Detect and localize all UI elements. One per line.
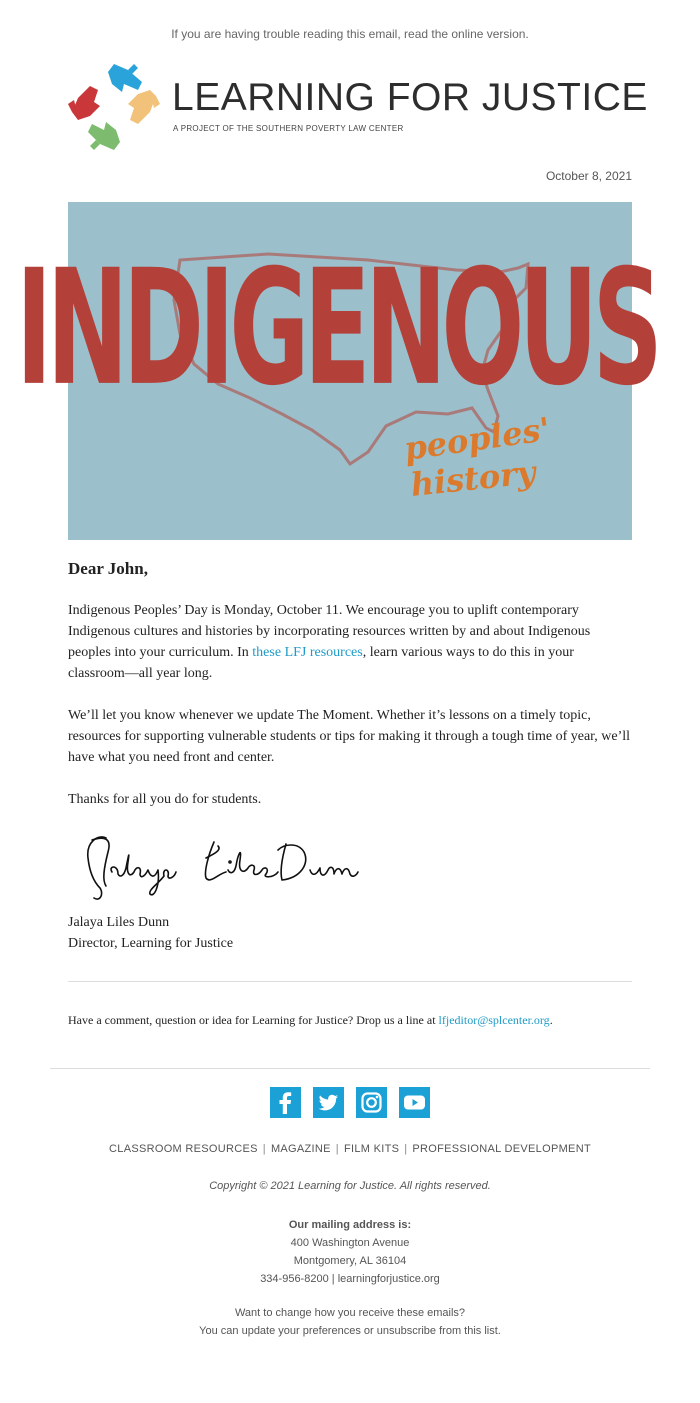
signer-title: Director, Learning for Justice: [68, 936, 234, 951]
indigenous-map-illustration: [15, 202, 658, 540]
hero-image[interactable]: [15, 202, 658, 540]
feedback-text: Have a comment, question or idea for Learning for Justice? Drop us a line at: [68, 1013, 439, 1027]
instagram-icon[interactable]: [356, 1087, 387, 1118]
facebook-icon[interactable]: [270, 1087, 301, 1118]
footer-divider: [50, 1068, 650, 1069]
address-line-1: 400 Washington Avenue: [290, 1237, 410, 1249]
twitter-icon[interactable]: [313, 1087, 344, 1118]
contact-separator: |: [331, 1273, 335, 1285]
signature-image: [78, 828, 368, 908]
email-date: October 8, 2021: [545, 169, 632, 183]
update-preferences-link[interactable]: update your preferences: [241, 1325, 361, 1337]
prefs-question: Want to change how you receive these emails?: [234, 1307, 466, 1319]
paragraph-1-text-end: , learn various ways to do this in your classroom—all year long.: [68, 645, 574, 681]
footer-link-film-kits[interactable]: FILM KITS: [343, 1143, 400, 1155]
email-preferences: [0, 1304, 700, 1340]
address-line-2: Montgomery, AL 36104: [293, 1255, 407, 1267]
hero-subtitle-line2: history: [408, 453, 538, 504]
contact-line: [0, 1270, 700, 1288]
phone-number: 334-956-8200: [260, 1273, 329, 1285]
prefs-text-or: or: [360, 1325, 377, 1337]
mailing-address: [0, 1216, 700, 1288]
hero-title-text: INDIGENOUS: [15, 235, 658, 422]
footer-separator: |: [335, 1143, 339, 1155]
divider: [68, 981, 632, 982]
feedback-line: [68, 1013, 634, 1028]
preheader[interactable]: [0, 27, 700, 41]
prefs-options: [0, 1322, 700, 1340]
paragraph-3: Thanks for all you do for students.: [68, 792, 262, 807]
footer-link-classroom-resources[interactable]: CLASSROOM RESOURCES: [109, 1143, 258, 1155]
social-links: [0, 1087, 700, 1118]
website: learningforjustice.org: [337, 1273, 440, 1285]
editor-email-link[interactable]: lfjeditor@splcenter.org: [438, 1013, 550, 1027]
unsubscribe-link[interactable]: unsubscribe from this list: [376, 1325, 498, 1337]
prefs-text-end: .: [497, 1325, 501, 1337]
hero-subtitle-line1: peoples': [401, 409, 553, 468]
paragraph-2: We’ll let you know whenever we update The Moment. Whether it’s lessons on a timely topic, resources for supporting vulnerable students or tips for making it through a tough time of year, we’ll have what you need front and center.: [68, 708, 631, 765]
online-version-link[interactable]: If you are having trouble reading this email, read the online version.: [171, 27, 529, 41]
footer-nav: [0, 1143, 700, 1155]
footer-separator: |: [404, 1143, 408, 1155]
greeting: Dear John,: [68, 559, 148, 578]
paragraph-1: [68, 600, 634, 684]
feedback-end: .: [549, 1013, 553, 1027]
footer-link-magazine[interactable]: MAGAZINE: [270, 1143, 331, 1155]
signer-block: [68, 912, 233, 954]
youtube-icon[interactable]: [399, 1087, 430, 1118]
paragraph-1-text: Indigenous Peoples’ Day is Monday, October 11. We encourage you to uplift contemporary Indigenous cultures and histories by incorporating resources written by and about Indigenous peoples into your curriculum. In: [68, 603, 591, 660]
lfj-resources-link[interactable]: these LFJ resources: [252, 645, 363, 660]
logo[interactable]: [68, 62, 648, 152]
logo-title: LEARNING FOR JUSTICE: [172, 76, 648, 119]
copyright: Copyright © 2021 Learning for Justice. All rights reserved.: [209, 1180, 491, 1192]
hands-logo-icon: [68, 62, 160, 152]
logo-subtitle: A PROJECT OF THE SOUTHERN POVERTY LAW CENTER: [173, 124, 404, 133]
footer-separator: |: [262, 1143, 266, 1155]
footer-link-professional-development[interactable]: PROFESSIONAL DEVELOPMENT: [412, 1143, 591, 1155]
prefs-text: You can: [199, 1325, 242, 1337]
signer-name: Jalaya Liles Dunn: [68, 915, 170, 930]
address-label: Our mailing address is:: [288, 1219, 412, 1231]
